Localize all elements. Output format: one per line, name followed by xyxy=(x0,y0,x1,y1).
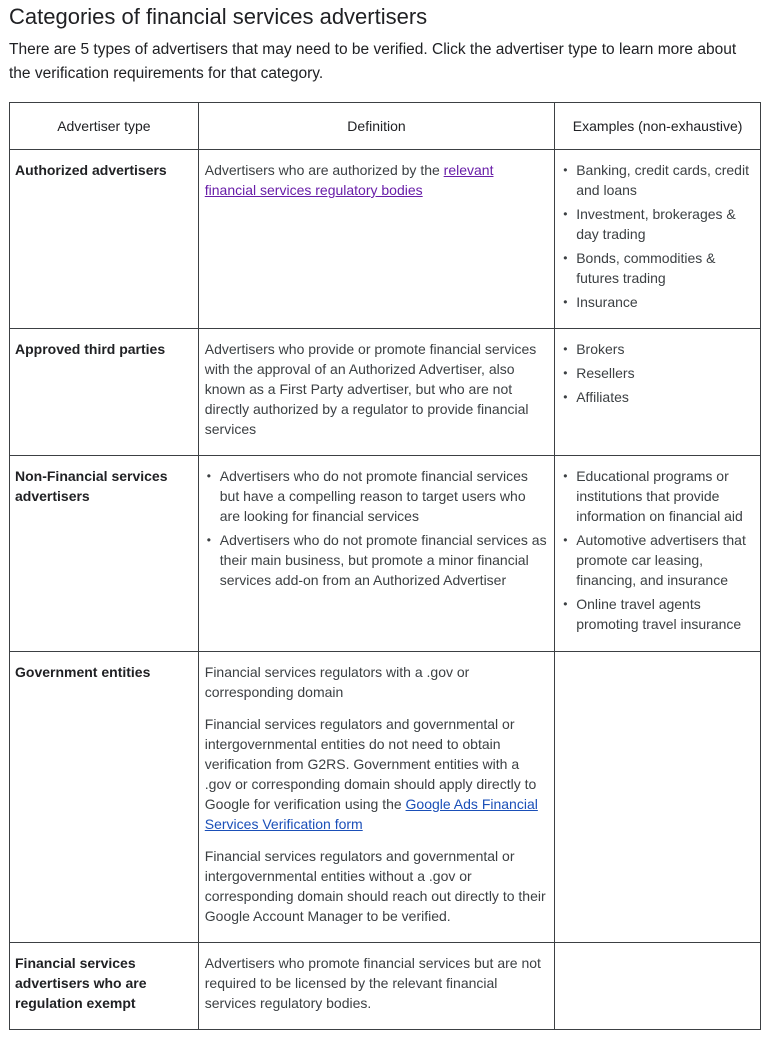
advertiser-type-government[interactable]: Government entities xyxy=(10,652,199,943)
examples-list xyxy=(561,339,754,407)
list-item: • Educational programs or institutions that provide information on financial aid xyxy=(561,466,754,526)
table-row xyxy=(10,150,761,329)
table-row xyxy=(10,456,761,652)
verification-form-link[interactable]: Google Ads Financial Services Verification form xyxy=(204,796,538,832)
advertiser-type-regulation-exempt[interactable]: Financial services advertisers who are regulation exempt xyxy=(10,943,199,1030)
header-examples: Examples (non-exhaustive) xyxy=(555,103,761,150)
header-advertiser-type: Advertiser type xyxy=(10,103,199,150)
list-item: • Bonds, commodities & futures trading xyxy=(561,248,754,288)
page-title: Categories of financial services advertisers xyxy=(9,4,428,29)
definition-cell xyxy=(198,456,554,652)
examples-cell xyxy=(555,150,761,329)
list-item: • Brokers xyxy=(561,339,754,359)
advertiser-type-approved-third-parties[interactable]: Approved third parties xyxy=(10,329,199,456)
header-definition: Definition xyxy=(198,103,554,150)
list-item: • Automotive advertisers that promote car leasing, financing, and insurance xyxy=(561,530,754,590)
regulatory-bodies-link[interactable]: relevant financial services regulatory bodies xyxy=(204,162,494,198)
list-item: • Advertisers who do not promote financial services but have a compelling reason to target users who are looking for financial services xyxy=(205,466,548,526)
definition-paragraph: Financial services regulators and governmental or intergovernmental entities without a .gov or corresponding domain should reach out directly to their Google Account Manager to be verified. xyxy=(204,848,546,924)
examples-list xyxy=(561,160,754,312)
list-item: • Insurance xyxy=(561,292,754,312)
definition-paragraph xyxy=(205,714,548,834)
definition-cell xyxy=(198,150,554,329)
definition-list xyxy=(205,466,548,590)
definition-paragraph: Financial services regulators with a .gov or corresponding domain xyxy=(204,664,470,700)
table-row xyxy=(10,943,761,1030)
table-row xyxy=(10,329,761,456)
table-header-row xyxy=(10,103,761,150)
list-item: • Investment, brokerages & day trading xyxy=(561,204,754,244)
advertiser-type-authorized[interactable]: Authorized advertisers xyxy=(10,150,199,329)
list-item: • Affiliates xyxy=(561,387,754,407)
examples-cell xyxy=(555,943,761,1030)
examples-cell xyxy=(555,652,761,943)
definition-cell: Advertisers who promote financial services but are not required to be licensed by the relevant financial services regulatory bodies. xyxy=(198,943,554,1030)
examples-cell xyxy=(555,456,761,652)
table-row xyxy=(10,652,761,943)
intro-text: There are 5 types of advertisers that may need to be verified. Click the advertiser type to learn more about the verification requirements for that category. xyxy=(9,41,737,82)
list-item: • Resellers xyxy=(561,363,754,383)
examples-cell xyxy=(555,329,761,456)
advertiser-type-non-financial[interactable]: Non-Financial services advertisers xyxy=(10,456,199,652)
list-item: • Advertisers who do not promote financial services as their main business, but promote a minor financial services add-on from an Authorized Advertiser xyxy=(205,530,548,590)
list-item: • Online travel agents promoting travel insurance xyxy=(561,594,754,634)
definition-text: Financial services regulators and governmental or intergovernmental entities do not need to obtain verification from G2RS. Government entities with a .gov or corresponding domain should apply directly to Google for verification using the xyxy=(204,716,537,812)
definition-cell: Advertisers who provide or promote financial services with the approval of an Authorized Advertiser, also known as a First Party advertiser, but who are not directly authorized by a regulator to provide financial services xyxy=(198,329,554,456)
list-item: • Banking, credit cards, credit and loans xyxy=(561,160,754,200)
definition-text: Advertisers who are authorized by the xyxy=(204,162,444,178)
advertiser-categories-table xyxy=(9,102,761,1030)
examples-list xyxy=(561,466,754,634)
definition-cell xyxy=(198,652,554,943)
